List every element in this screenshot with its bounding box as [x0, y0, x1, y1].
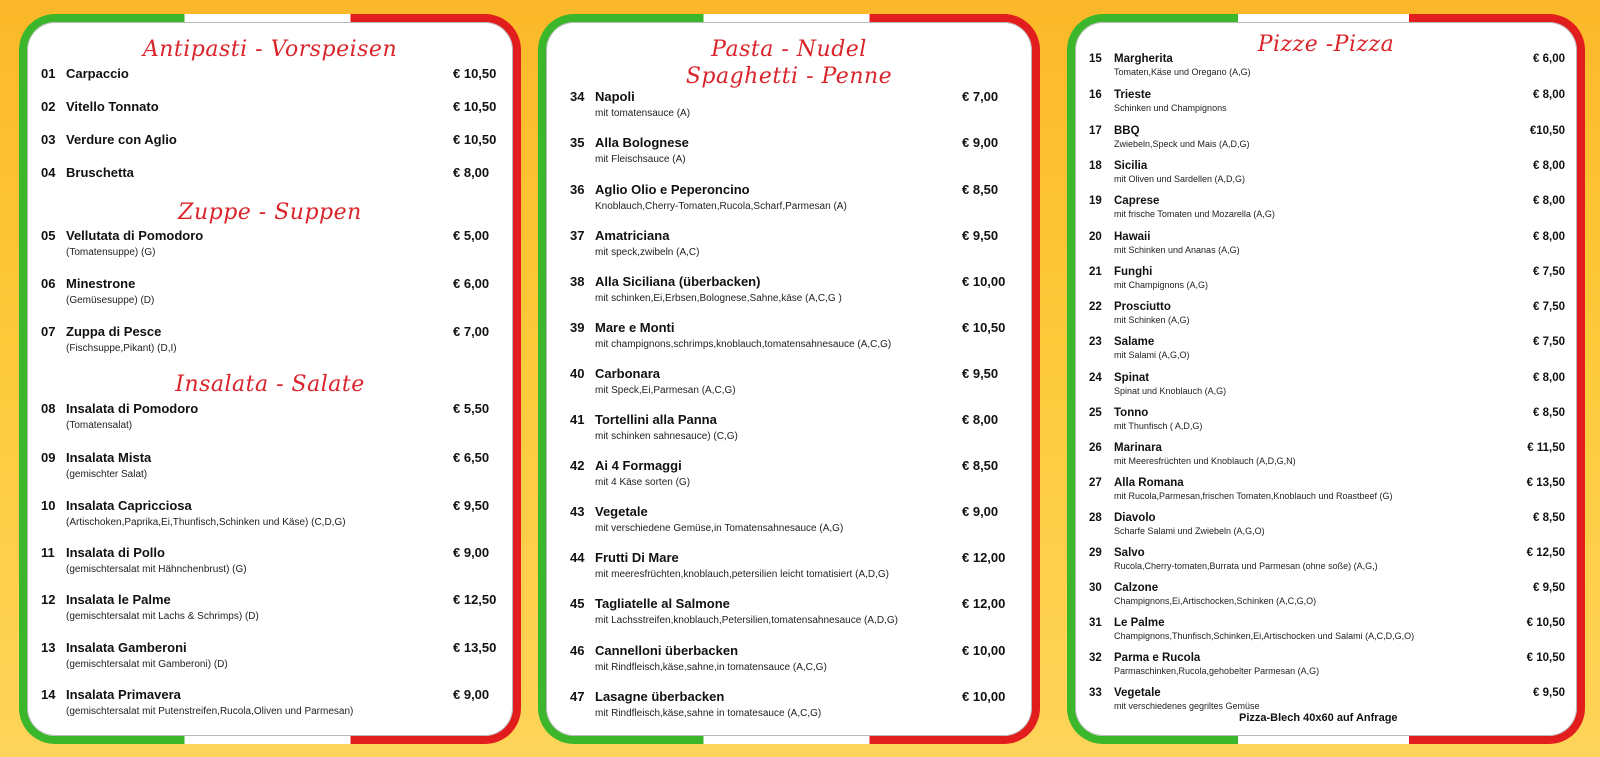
item-name: Verdure con Aglio — [66, 132, 177, 147]
item-name: Margherita — [1114, 53, 1173, 65]
item-name: Insalata Gamberoni — [66, 640, 187, 655]
item-name: Amatriciana — [595, 228, 670, 243]
item-name: Alla Siciliana (überbacken) — [595, 274, 761, 289]
item-name: Insalata Capricciosa — [66, 498, 192, 513]
item-description: mit verschiedene Gemüse,in Tomatensahnesauce (A,G) — [595, 523, 844, 534]
item-description: mit Schinken (A,G) — [1114, 315, 1190, 325]
item-description: Zwiebeln,Speck und Mais (A,D,G) — [1114, 139, 1250, 149]
item-price: € 9,50 — [1533, 582, 1565, 594]
item-description: mit frische Tomaten und Mozarella (A,G) — [1114, 209, 1275, 219]
item-price: € 8,00 — [1533, 160, 1565, 172]
item-name: Tonno — [1114, 407, 1149, 419]
item-number: 47 — [570, 689, 585, 704]
item-number: 29 — [1089, 547, 1102, 559]
item-number: 41 — [570, 412, 585, 427]
item-price: € 12,00 — [962, 550, 1006, 565]
section-subtitle-pasta: Spaghetti - Penne — [685, 64, 893, 89]
item-price: € 10,50 — [453, 132, 497, 147]
item-price: € 12,00 — [962, 596, 1006, 611]
item-price: € 9,50 — [962, 366, 999, 381]
item-number: 45 — [570, 596, 585, 611]
item-name: Funghi — [1114, 266, 1153, 278]
item-name: Aglio Olio e Peperoncino — [595, 182, 750, 197]
item-price: € 8,00 — [962, 412, 999, 427]
item-number: 19 — [1089, 195, 1102, 207]
item-number: 30 — [1089, 582, 1102, 594]
item-number: 10 — [41, 498, 56, 513]
item-number: 17 — [1089, 125, 1102, 137]
item-price: € 7,50 — [1533, 301, 1565, 313]
item-number: 03 — [41, 132, 56, 147]
item-name: Vegetale — [1114, 687, 1161, 699]
item-description: mit Fleischsauce (A) — [595, 154, 686, 165]
item-description: (Tomatensalat) — [66, 420, 133, 431]
item-price: € 9,00 — [453, 687, 490, 702]
item-name: Salvo — [1114, 547, 1145, 559]
item-number: 11 — [41, 545, 55, 560]
item-price: € 10,00 — [962, 274, 1006, 289]
item-name: Bruschetta — [66, 165, 134, 180]
item-name: Carpaccio — [66, 66, 129, 81]
item-number: 37 — [570, 228, 585, 243]
item-name: Alla Romana — [1114, 477, 1184, 489]
item-number: 33 — [1089, 687, 1102, 699]
menu-panel-antipasti-suppen-salate — [19, 14, 521, 744]
item-name: Trieste — [1114, 89, 1152, 101]
item-description: (Tomatensuppe) (G) — [66, 247, 156, 258]
item-number: 32 — [1089, 652, 1102, 664]
item-description: mit tomatensauce (A) — [595, 108, 691, 119]
item-description: mit meeresfrüchten,knoblauch,petersilien leicht tomatisiert (A,D,G) — [595, 569, 890, 580]
item-name: Insalata di Pollo — [66, 545, 165, 560]
item-price: € 6,50 — [453, 450, 490, 465]
item-name: Frutti Di Mare — [595, 550, 679, 565]
item-number: 26 — [1089, 442, 1102, 454]
item-name: Sicilia — [1114, 160, 1148, 172]
item-description: (gemischter Salat) — [66, 469, 148, 480]
item-price: € 11,50 — [1527, 442, 1565, 454]
item-description: (gemischtersalat mit Lachs & Schrimps) (D) — [66, 611, 259, 622]
item-price: € 7,50 — [1533, 336, 1565, 348]
item-number: 43 — [570, 504, 585, 519]
item-price: € 13,50 — [453, 640, 497, 655]
item-description: Schinken und Champignons — [1114, 103, 1227, 113]
item-price: € 6,00 — [453, 276, 490, 291]
item-description: Knoblauch,Cherry-Tomaten,Rucola,Scharf,Parmesan (A) — [595, 201, 847, 212]
item-description: mit Rindfleisch,käse,sahne,in tomatensauce (A,C,G) — [595, 662, 827, 673]
item-number: 05 — [41, 228, 56, 243]
item-number: 14 — [41, 687, 56, 702]
item-description: Parmaschinken,Rucola,gehobelter Parmesan (A,G) — [1114, 666, 1320, 676]
item-description: Champignons,Ei,Artischocken,Schinken (A,C,G,O) — [1114, 596, 1317, 606]
item-description: (gemischtersalat mit Putenstreifen,Rucola,Oliven und Parmesan) — [66, 706, 354, 717]
item-description: mit champignons,schrimps,knoblauch,tomatensahnesauce (A,C,G) — [595, 339, 892, 350]
item-description: mit speck,zwibeln (A,C) — [595, 247, 700, 258]
item-price: € 8,50 — [1533, 512, 1565, 524]
item-description: mit schinken,Ei,Erbsen,Bolognese,Sahne,käse (A,C,G ) — [595, 293, 842, 304]
item-number: 23 — [1089, 336, 1102, 348]
item-number: 01 — [41, 66, 56, 81]
item-name: Marinara — [1114, 442, 1162, 454]
item-description: mit Lachsstreifen,knoblauch,Petersilien,tomatensahnesauce (A,D,G) — [595, 615, 898, 626]
menu-panel-pizza — [1067, 14, 1585, 744]
item-price: € 6,00 — [1533, 53, 1565, 65]
item-price: € 10,00 — [962, 689, 1006, 704]
item-name: Minestrone — [66, 276, 136, 291]
item-description: mit Oliven und Sardellen (A,D,G) — [1114, 174, 1246, 184]
item-number: 02 — [41, 99, 56, 114]
item-price: € 8,00 — [1533, 372, 1565, 384]
item-name: Tagliatelle al Salmone — [595, 596, 730, 611]
item-price: € 8,00 — [1533, 195, 1565, 207]
item-number: 46 — [570, 643, 585, 658]
section-title-pizza: Pizze -Pizza — [1257, 32, 1395, 57]
item-price: € 9,00 — [453, 545, 490, 560]
item-description: (Artischoken,Paprika,Ei,Thunfisch,Schinken und Käse) (C,D,G) — [66, 517, 346, 528]
item-description: mit Meeresfrüchten und Knoblauch (A,D,G,N) — [1114, 456, 1296, 466]
item-name: Le Palme — [1114, 617, 1165, 629]
pizza-blech-note: Pizza-Blech 40x60 auf Anfrage — [1239, 712, 1398, 724]
item-name: Parma e Rucola — [1114, 652, 1201, 664]
item-description: mit Thunfisch ( A,D,G) — [1114, 421, 1203, 431]
item-number: 12 — [41, 592, 56, 607]
item-price: € 8,50 — [962, 458, 999, 473]
item-price: € 9,00 — [962, 135, 999, 150]
item-price: € 12,50 — [453, 592, 497, 607]
item-name: Cannelloni überbacken — [595, 643, 739, 658]
item-price: € 8,00 — [1533, 231, 1565, 243]
item-price: € 9,00 — [962, 504, 999, 519]
item-number: 44 — [570, 550, 585, 565]
item-number: 04 — [41, 165, 56, 180]
item-name: Calzone — [1114, 582, 1159, 594]
menu-panel-pasta — [538, 14, 1040, 744]
item-name: Vellutata di Pomodoro — [66, 228, 204, 243]
item-name: Napoli — [595, 89, 635, 104]
item-number: 22 — [1089, 301, 1102, 313]
item-name: Lasagne überbacken — [595, 689, 725, 704]
item-number: 27 — [1089, 477, 1102, 489]
item-price: €10,50 — [1529, 125, 1565, 137]
item-name: Zuppa di Pesce — [66, 324, 162, 339]
item-description: Spinat und Knoblauch (A,G) — [1114, 386, 1227, 396]
item-description: Champignons,Thunfisch,Schinken,Ei,Artischocken und Salami (A,C,D,G,O) — [1114, 631, 1415, 641]
item-name: Mare e Monti — [595, 320, 675, 335]
item-price: € 10,50 — [453, 99, 497, 114]
item-price: € 10,50 — [962, 320, 1006, 335]
item-name: Insalata le Palme — [66, 592, 171, 607]
item-price: € 12,50 — [1526, 547, 1565, 559]
item-name: Carbonara — [595, 366, 661, 381]
item-name: Vitello Tonnato — [66, 99, 159, 114]
item-number: 16 — [1089, 89, 1102, 101]
item-name: Diavolo — [1114, 512, 1156, 524]
item-price: € 9,50 — [1533, 687, 1565, 699]
item-name: Tortellini alla Panna — [595, 412, 717, 427]
item-description: mit verschiedenes gegriltes Gemüse — [1114, 701, 1260, 711]
item-description: mit 4 Käse sorten (G) — [595, 477, 691, 488]
item-number: 34 — [570, 89, 585, 104]
item-price: € 7,00 — [962, 89, 999, 104]
item-number: 31 — [1089, 617, 1102, 629]
item-price: € 5,50 — [453, 401, 490, 416]
item-name: Insalata Mista — [66, 450, 152, 465]
item-name: Caprese — [1114, 195, 1160, 207]
item-number: 36 — [570, 182, 585, 197]
item-number: 07 — [41, 324, 56, 339]
item-description: mit Speck,Ei,Parmesan (A,C,G) — [595, 385, 736, 396]
item-price: € 8,50 — [962, 182, 999, 197]
item-name: Ai 4 Formaggi — [595, 458, 682, 473]
item-price: € 7,50 — [1533, 266, 1565, 278]
item-description: mit Rucola,Parmesan,frischen Tomaten,Knoblauch und Roastbeef (G) — [1114, 491, 1393, 501]
item-price: € 10,50 — [453, 66, 497, 81]
item-number: 42 — [570, 458, 585, 473]
item-number: 08 — [41, 401, 56, 416]
item-description: mit schinken sahnesauce) (C,G) — [595, 431, 738, 442]
item-number: 15 — [1089, 53, 1102, 65]
section-title-zuppe: Zuppe - Suppen — [178, 200, 362, 225]
item-name: Hawaii — [1114, 231, 1151, 243]
item-price: € 10,50 — [1526, 617, 1565, 629]
item-name: Spinat — [1114, 372, 1150, 384]
section-title-antipasti: Antipasti - Vorspeisen — [142, 37, 398, 62]
item-price: € 10,50 — [1526, 652, 1565, 664]
item-price: € 8,50 — [1533, 407, 1565, 419]
item-description: (Fischsuppe,Pikant) (D,I) — [66, 343, 177, 354]
item-number: 38 — [570, 274, 585, 289]
item-number: 09 — [41, 450, 56, 465]
item-description: (gemischtersalat mit Gamberoni) (D) — [66, 659, 228, 670]
item-number: 40 — [570, 366, 585, 381]
item-description: (gemischtersalat mit Hähnchenbrust) (G) — [66, 564, 247, 575]
item-price: € 13,50 — [1526, 477, 1565, 489]
item-number: 24 — [1089, 372, 1102, 384]
item-description: (Gemüsesuppe) (D) — [66, 295, 155, 306]
item-description: mit Schinken und Ananas (A,G) — [1114, 245, 1240, 255]
item-name: Prosciutto — [1114, 301, 1171, 313]
item-description: Rucola,Cherry-tomaten,Burrata und Parmesan (ohne soße) (A,G,) — [1114, 561, 1378, 571]
item-name: BBQ — [1114, 125, 1140, 137]
item-number: 20 — [1089, 231, 1102, 243]
item-number: 35 — [570, 135, 585, 150]
item-description: Scharfe Salami und Zwiebeln (A,G,O) — [1114, 526, 1265, 536]
item-description: mit Rindfleisch,käse,sahne in tomatesauce (A,C,G) — [595, 708, 822, 719]
section-title-pasta: Pasta - Nudel — [711, 37, 867, 62]
item-number: 39 — [570, 320, 585, 335]
item-number: 06 — [41, 276, 56, 291]
item-number: 28 — [1089, 512, 1102, 524]
item-name: Alla Bolognese — [595, 135, 689, 150]
item-name: Insalata di Pomodoro — [66, 401, 199, 416]
item-description: mit Salami (A,G,O) — [1114, 350, 1190, 360]
item-name: Salame — [1114, 336, 1155, 348]
item-price: € 10,00 — [962, 643, 1006, 658]
item-price: € 9,50 — [453, 498, 490, 513]
item-number: 18 — [1089, 160, 1102, 172]
item-price: € 8,00 — [1533, 89, 1565, 101]
item-price: € 5,00 — [453, 228, 490, 243]
item-number: 21 — [1089, 266, 1102, 278]
item-name: Vegetale — [595, 504, 648, 519]
item-description: Tomaten,Käse und Oregano (A,G) — [1114, 67, 1251, 77]
item-name: Insalata Primavera — [66, 687, 181, 702]
item-description: mit Champignons (A,G) — [1114, 280, 1209, 290]
item-number: 13 — [41, 640, 56, 655]
item-number: 25 — [1089, 407, 1102, 419]
item-price: € 8,00 — [453, 165, 490, 180]
section-title-insalata: Insalata - Salate — [175, 372, 365, 397]
item-price: € 9,50 — [962, 228, 999, 243]
item-price: € 7,00 — [453, 324, 490, 339]
